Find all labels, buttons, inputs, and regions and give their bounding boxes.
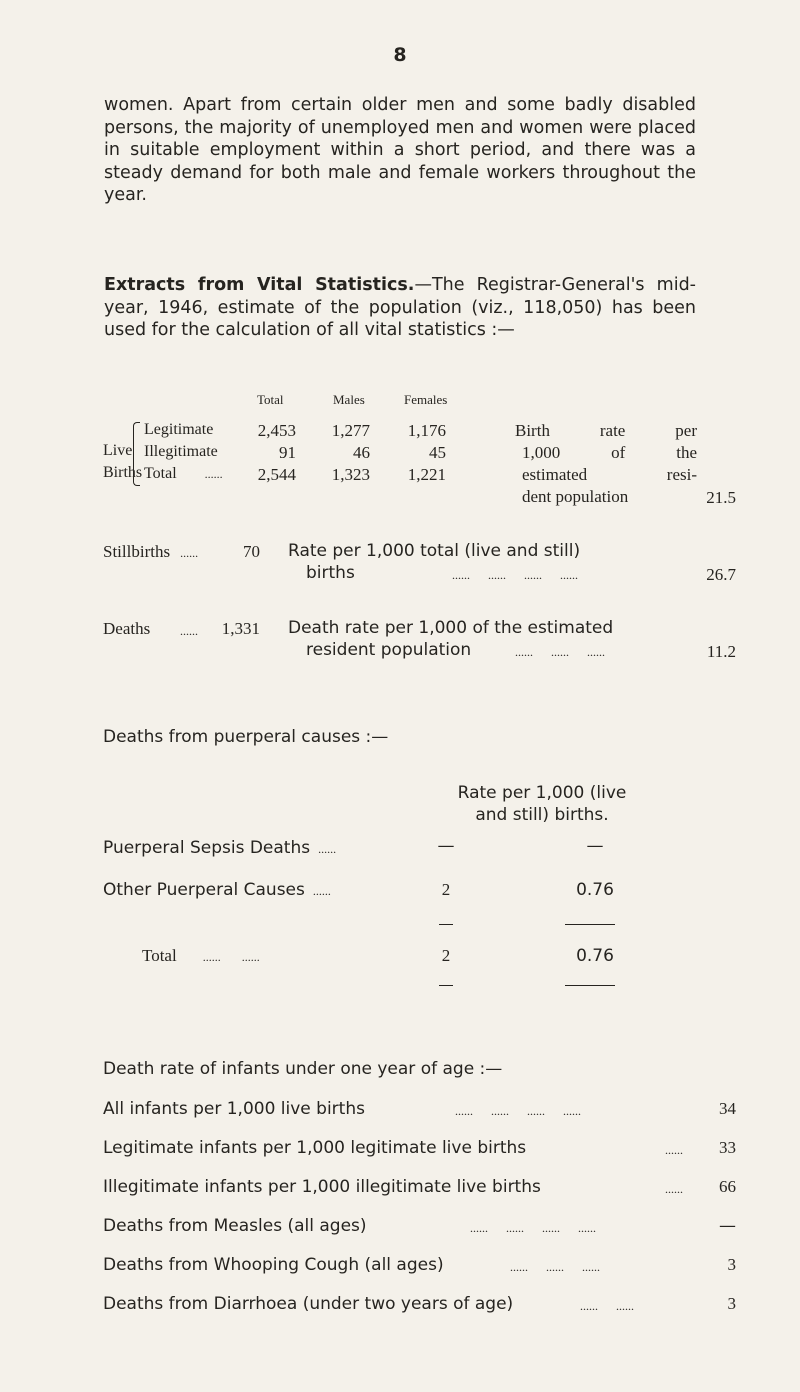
total-females: 1,221 [407,465,446,484]
diarrhoea-dots: ...... ...... [580,1299,634,1313]
other-puerperal-rate: 0.76 [576,880,614,900]
death-rate-value: 11.2 [706,642,736,661]
row-total-label: Total ...... [144,465,223,482]
puerperal-total-rate: 0.76 [576,946,614,966]
all-infants-label: All infants per 1,000 live births [103,1099,365,1119]
puerperal-sepsis-count: — [437,836,455,856]
whooping-cough-label: Deaths from Whooping Cough (all ages) [103,1255,444,1275]
stillbirths-label: Stillbirths ...... [103,542,199,561]
birth-rate-line-2: 1,000 of the [522,443,697,462]
vital-statistics-text: —The Registrar-General's mid-year, 1946, estimate of the population (viz., 118,050) has been used for the calculation of all vital statistics :— [104,275,696,340]
other-puerperal-count: 2 [441,880,451,899]
birth-rate-line-1: Birth rate per [515,421,697,440]
rate-rule-top [565,924,615,925]
stillbirths-value: 70 [243,542,260,561]
stillbirth-rate-value: 26.7 [706,565,736,584]
other-puerperal-label: Other Puerperal Causes ...... [103,880,331,900]
illegitimate-infants-value: 66 [719,1177,736,1196]
diarrhoea-value: 3 [727,1294,736,1313]
count-rule-top [439,924,453,925]
measles-value: — [719,1216,736,1236]
illegitimate-males: 46 [353,443,370,462]
puerperal-sepsis-rate: — [586,836,604,856]
all-infants-dots: ...... ...... ...... ...... [455,1104,581,1118]
col-header-males: Males [333,392,365,407]
legitimate-females: 1,176 [407,421,446,440]
puerperal-total-label: Total ...... ...... [142,946,260,965]
measles-label: Deaths from Measles (all ages) [103,1216,367,1236]
legitimate-infants-dots: ...... [665,1143,683,1157]
live-label: Live [103,442,133,459]
legitimate-infants-value: 33 [719,1138,736,1157]
illegitimate-total: 91 [279,443,296,462]
deaths-label: Deaths [103,619,151,638]
stillbirth-rate-line-2: births [306,563,355,583]
puerperal-total-count: 2 [441,946,451,965]
births-label: Births [103,464,143,481]
total-males: 1,323 [331,465,370,484]
vital-statistics-paragraph [104,274,696,342]
all-total: 2,544 [257,465,296,484]
deaths-dots: ...... [180,624,198,638]
illegitimate-infants-dots: ...... [665,1182,683,1196]
col-header-females: Females [404,392,448,407]
whooping-cough-dots: ...... ...... ...... [510,1260,600,1274]
puerperal-sepsis-label: Puerperal Sepsis Deaths ...... [103,838,337,858]
rate-rule-bottom [565,985,615,986]
birth-rate-value: 21.5 [706,488,736,507]
puerperal-rate-header-2: and still) births. [475,805,609,825]
infant-heading: Death rate of infants under one year of age :— [103,1059,503,1079]
legitimate-infants-label: Legitimate infants per 1,000 legitimate live births [103,1138,527,1158]
death-rate-line-1: Death rate per 1,000 of the estimated [288,618,614,638]
puerperal-rate-header-1: Rate per 1,000 (live [457,783,627,803]
col-header-total: Total [257,392,284,407]
birth-rate-line-4: dent population [522,487,629,506]
death-rate-dots: ...... ...... ...... [515,645,605,659]
birth-rate-line-3: estimated resi- [522,465,697,484]
diarrhoea-label: Deaths from Diarrhoea (under two years of age) [103,1294,514,1314]
intro-paragraph: women. Apart from certain older men and some badly disabled persons, the majority of unemployed men and women were placed in suitable employment within a short period, and there was a steady demand for both male and female workers throughout the year. [104,95,696,205]
illegitimate-infants-label: Illegitimate infants per 1,000 illegitimate live births [103,1177,541,1197]
illegitimate-females: 45 [429,443,446,462]
deaths-value: 1,331 [221,619,260,638]
measles-dots: ...... ...... ...... ...... [470,1221,596,1235]
row-illegitimate-label: Illegitimate [144,443,218,460]
whooping-cough-value: 3 [727,1255,736,1274]
count-rule-bottom [439,985,453,986]
live-births-brace [133,422,140,486]
row-legitimate-label: Legitimate [144,421,214,438]
all-infants-value: 34 [719,1099,736,1118]
legitimate-total: 2,453 [257,421,296,440]
stillbirth-rate-dots: ...... ...... ...... ...... [452,568,578,582]
death-rate-line-2: resident population [306,640,472,660]
page-number: 8 [393,44,407,66]
stillbirth-rate-line-1: Rate per 1,000 total (live and still) [288,541,581,561]
puerperal-heading: Deaths from puerperal causes :— [103,727,389,747]
legitimate-males: 1,277 [331,421,370,440]
vital-statistics-heading: Extracts from Vital Statistics. [104,275,415,295]
